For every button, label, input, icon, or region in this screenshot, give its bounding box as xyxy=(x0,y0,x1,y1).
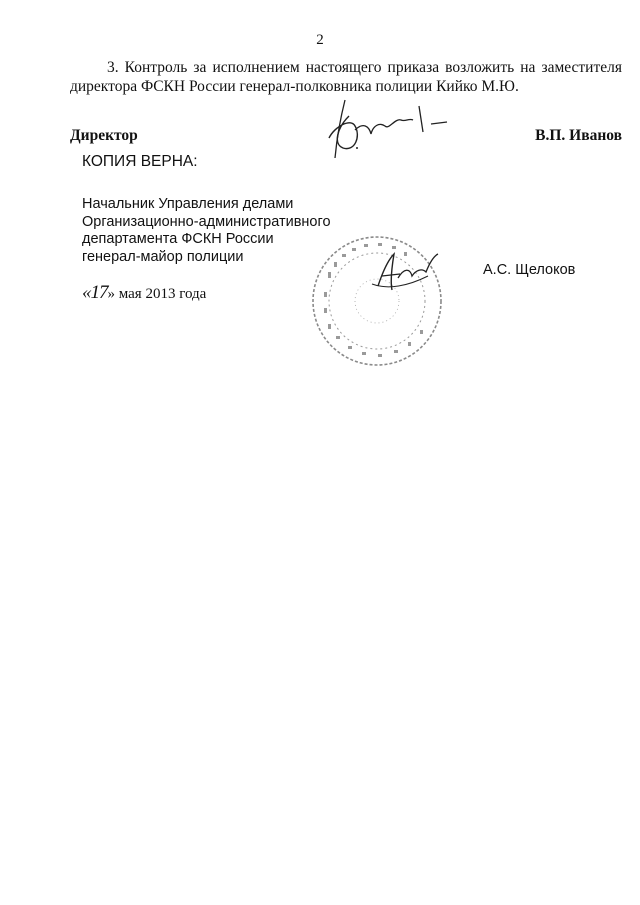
copy-certified-label: КОПИЯ ВЕРНА: xyxy=(82,153,198,170)
director-signature xyxy=(315,96,455,166)
certifier-block xyxy=(82,196,331,266)
date-day-handwritten: «17 xyxy=(82,282,108,303)
page-number: 2 xyxy=(316,32,324,48)
paragraph-3: 3. Контроль за исполнением настоящего приказа возложить на заместителя директора ФСКН России генерал-полковника полиции Кийко М.Ю. xyxy=(70,59,622,95)
director-name: В.П. Иванов xyxy=(535,127,622,144)
certifier-name: А.С. Щелоков xyxy=(483,262,576,278)
director-title: Директор xyxy=(70,127,138,144)
certifier-line-1: Начальник Управления делами xyxy=(82,196,294,212)
date-rest: » мая 2013 года xyxy=(107,286,207,302)
certifier-signature xyxy=(368,246,448,296)
date-line xyxy=(82,282,206,304)
certifier-line-2: Организационно-административного xyxy=(82,213,331,230)
certifier-line-4: генерал-майор полиции xyxy=(82,248,244,265)
certifier-line-3: департамента ФСКН России xyxy=(82,231,274,247)
